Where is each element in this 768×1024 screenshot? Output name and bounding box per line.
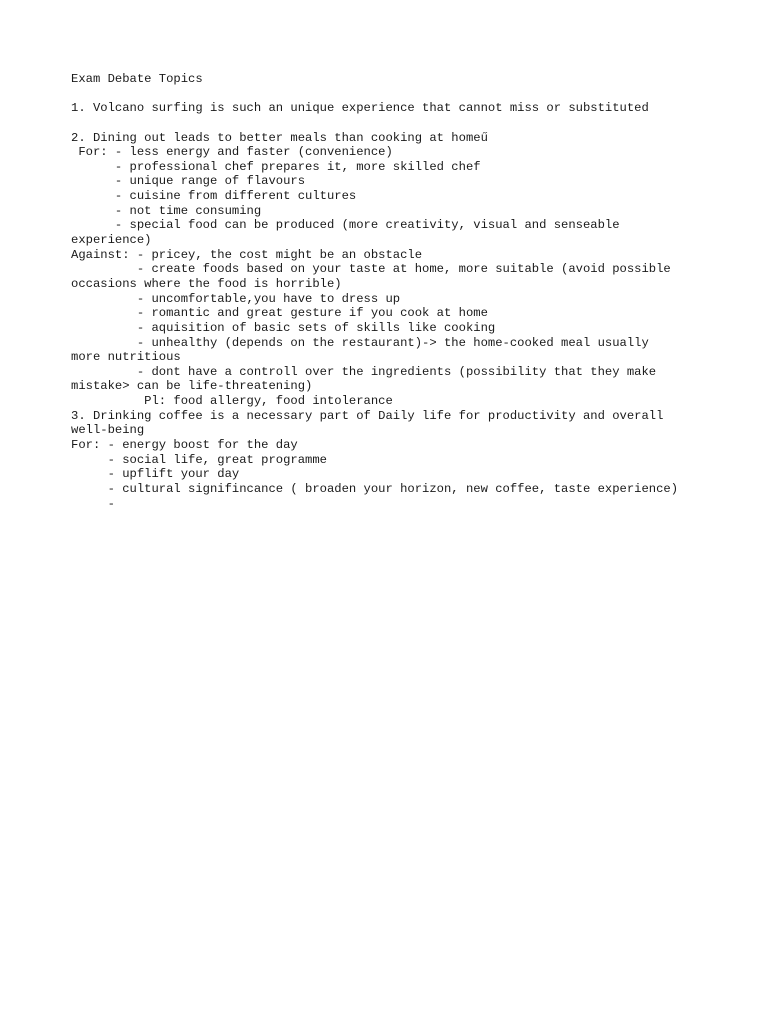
topic-3-heading-continuation: well-being	[71, 423, 145, 438]
topic-2-for-item: - special food can be produced (more creativity, visual and senseable	[71, 218, 620, 233]
document-body	[71, 72, 761, 511]
topic-2-against-item: Against: - pricey, the cost might be an obstacle	[71, 247, 423, 262]
topic-2-against-item-continuation: occasions where the food is horrible)	[71, 276, 342, 291]
topic-2-against-item: - aquisition of basic sets of skills like cooking	[71, 320, 496, 335]
topic-3-for-item: For: - energy boost for the day	[71, 438, 298, 453]
topic-2-for-item: For: - less energy and faster (convenience)	[71, 145, 393, 160]
topic-2-example-note: Pl: food allergy, food intolerance	[71, 394, 393, 409]
topic-3-heading: 3. Drinking coffee is a necessary part of Daily life for productivity and overall	[71, 408, 664, 423]
topic-3-for-item: - social life, great programme	[71, 452, 327, 467]
topic-1-heading: 1. Volcano surfing is such an unique experience that cannot miss or substituted	[71, 101, 649, 116]
blank-line	[71, 87, 761, 102]
topic-2-against-item: - uncomfortable,you have to dress up	[71, 291, 401, 306]
topic-2-for-item-continuation: experience)	[71, 233, 152, 248]
topic-2-for-item: - professional chef prepares it, more skilled chef	[71, 159, 481, 174]
document-title: Exam Debate Topics	[71, 72, 203, 86]
topic-2-against-item-continuation: more nutritious	[71, 350, 181, 365]
topic-2-against-item: - create foods based on your taste at home, more suitable (avoid possible	[71, 262, 671, 277]
topic-2-heading: 2. Dining out leads to better meals than cooking at homeű	[71, 130, 488, 145]
topic-2-against-item: - dont have a controll over the ingredients (possibility that they make	[71, 364, 657, 379]
topic-2-against-item: - unhealthy (depends on the restaurant)-> the home-cooked meal usually	[71, 335, 649, 350]
topic-2-against-item: - romantic and great gesture if you cook at home	[71, 306, 488, 321]
blank-line	[71, 116, 761, 131]
topic-3-for-item-empty: -	[71, 496, 115, 511]
topic-3-for-item: - upflift your day	[71, 467, 240, 482]
topic-3-for-item: - cultural signifincance ( broaden your horizon, new coffee, taste experience)	[71, 481, 679, 496]
topic-2-for-item: - not time consuming	[71, 203, 262, 218]
topic-2-against-item-continuation: mistake> can be life-threatening)	[71, 379, 313, 394]
topic-2-for-item: - unique range of flavours	[71, 174, 306, 189]
topic-2-for-item: - cuisine from different cultures	[71, 189, 357, 204]
